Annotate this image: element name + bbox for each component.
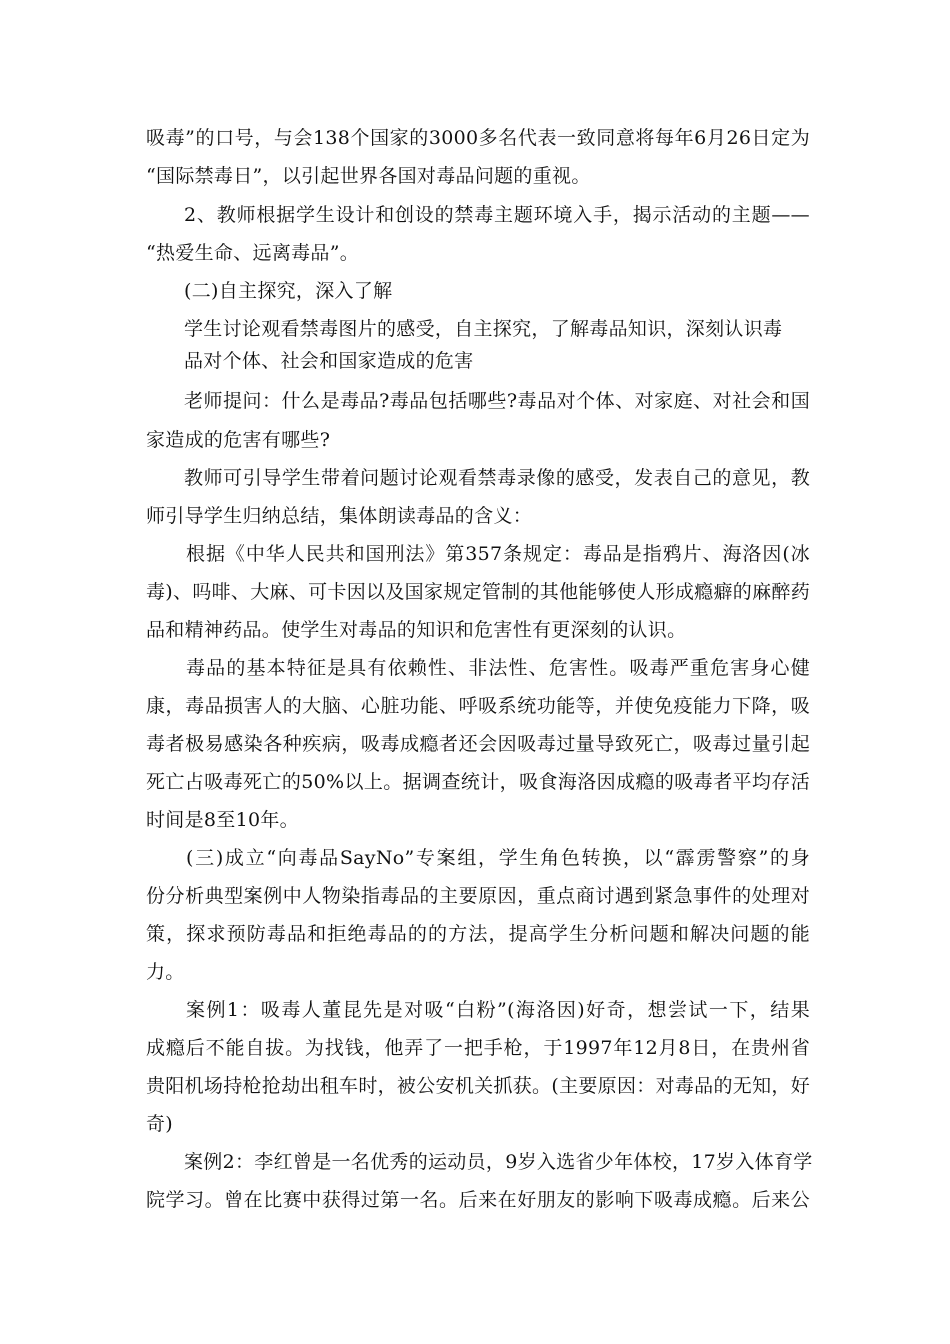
paragraph-line: (三)成立“向毒品SayNo”专案组，学生角色转换，以“霹雳警察”的身: [186, 847, 810, 869]
paragraph-line: 吸毒”的口号，与会138个国家的3000多名代表一致同意将每年6月26日定为: [146, 127, 810, 149]
paragraph-line: 院学习。曾在比赛中获得过第一名。后来在好朋友的影响下吸毒成瘾。后来公: [146, 1189, 810, 1211]
paragraph-line: 贵阳机场持枪抢劫出租车时，被公安机关抓获。(主要原因：对毒品的无知，好: [146, 1075, 810, 1097]
paragraph-line: 毒)、吗啡、大麻、可卡因以及国家规定管制的其他能够使人形成瘾癖的麻醉药: [146, 581, 810, 603]
paragraph-line: 策，探求预防毒品和拒绝毒品的的方法，提高学生分析问题和解决问题的能: [146, 923, 810, 945]
paragraph-line: 力。: [146, 961, 185, 983]
section-heading: (二)自主探究，深入了解: [184, 280, 393, 302]
paragraph-line: 师引导学生归纳总结，集体朗读毒品的含义：: [146, 505, 533, 527]
paragraph-line: 案例1：吸毒人董昆先是对吸“白粉”(海洛因)好奇，想尝试一下，结果: [186, 999, 810, 1021]
paragraph-line: 品和精神药品。使学生对毒品的知识和危害性有更深刻的认识。: [146, 619, 687, 641]
paragraph-line: 2、教师根据学生设计和创设的禁毒主题环境入手，揭示活动的主题——: [184, 204, 810, 226]
paragraph-line: 品对个体、社会和国家造成的危害: [184, 350, 474, 372]
paragraph-line: 案例2：李红曾是一名优秀的运动员，9岁入选省少年体校，17岁入体育学: [184, 1151, 813, 1173]
paragraph-line: 教师可引导学生带着问题讨论观看禁毒录像的感受，发表自己的意见，教: [184, 467, 810, 489]
paragraph-line: 家造成的危害有哪些?: [146, 429, 331, 451]
paragraph-line: “热爱生命、远离毒品”。: [146, 242, 360, 264]
paragraph-line: 学生讨论观看禁毒图片的感受，自主探究，了解毒品知识，深刻认识毒: [184, 318, 783, 340]
paragraph-line: 根据《中华人民共和国刑法》第357条规定：毒品是指鸦片、海洛因(冰: [186, 543, 810, 565]
paragraph-line: 成瘾后不能自拔。为找钱，他弄了一把手枪，于1997年12月8日，在贵州省: [146, 1037, 810, 1059]
paragraph-line: 康，毒品损害人的大脑、心脏功能、呼吸系统功能等，并使免疫能力下降，吸: [146, 695, 810, 717]
paragraph-line: 老师提问：什么是毒品?毒品包括哪些?毒品对个体、对家庭、对社会和国: [184, 390, 810, 412]
paragraph-line: 份分析典型案例中人物染指毒品的主要原因，重点商讨遇到紧急事件的处理对: [146, 885, 810, 907]
paragraph-line: 死亡占吸毒死亡的50%以上。据调查统计，吸食海洛因成瘾的吸毒者平均存活: [146, 771, 810, 793]
paragraph-line: “国际禁毒日”，以引起世界各国对毒品问题的重视。: [146, 165, 591, 187]
paragraph-line: 奇): [146, 1113, 174, 1135]
paragraph-line: 毒者极易感染各种疾病，吸毒成瘾者还会因吸毒过量导致死亡，吸毒过量引起: [146, 733, 810, 755]
paragraph-line: 毒品的基本特征是具有依赖性、非法性、危害性。吸毒严重危害身心健: [186, 657, 810, 679]
paragraph-line: 时间是8至10年。: [146, 809, 299, 831]
